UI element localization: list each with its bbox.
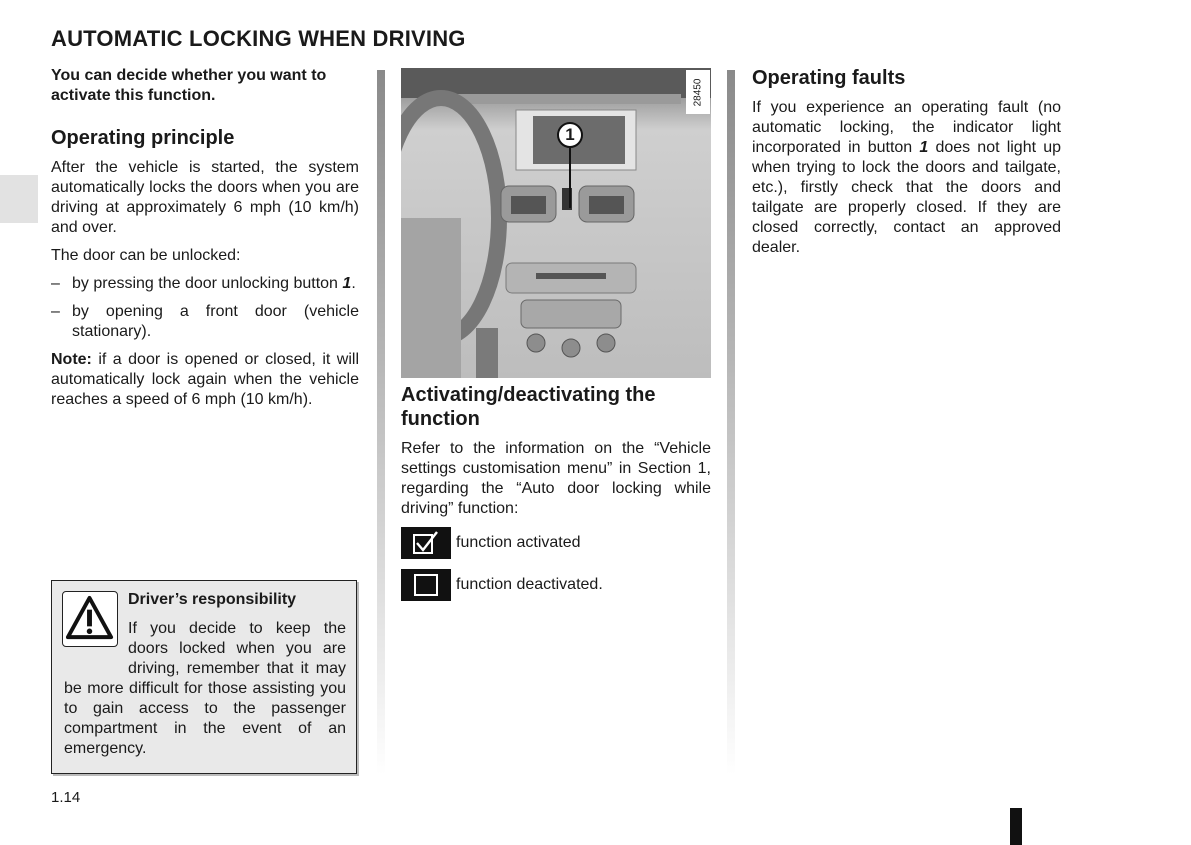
activating-paragraph: Refer to the information on the “Vehicle settings customisation menu” in Section 1, regarding the “Auto door locking while driving” function: — [401, 440, 711, 517]
section-tab — [0, 175, 38, 223]
activating-heading: Activating/deactivating the function — [401, 384, 656, 430]
callout-line — [569, 148, 571, 208]
operating-faults-heading: Operating faults — [752, 67, 906, 89]
note-paragraph: Note: if a door is opened or closed, it will automatically lock again when the vehicle reaches a speed of 6 mph (10 km/h). — [51, 351, 359, 408]
checkbox-checked-icon — [401, 527, 451, 559]
warning-text: If you decide to keep the doors locked when you are driving, remember that it may be more difficult for those assisting you to gain access to the passenger compartment in the event of an emergency. — [64, 620, 346, 757]
list-item: – by pressing the door unlocking button 1. — [51, 275, 356, 292]
drivers-responsibility-warning — [51, 580, 357, 774]
callout-1: 1 — [557, 122, 583, 148]
warning-heading: Driver’s responsibility — [128, 591, 297, 608]
intro-text: You can decide whether you want to activate this function. — [51, 67, 327, 104]
state-label: function activated — [456, 534, 581, 551]
principle-paragraph: After the vehicle is started, the system automatically locks the doors when you are driving at approximately 6 mph (10 km/h) and over. — [51, 159, 359, 236]
state-deactivated — [401, 569, 603, 601]
state-activated — [401, 527, 581, 559]
middle-column — [401, 383, 711, 527]
left-column — [51, 66, 359, 418]
column-divider-left — [377, 70, 385, 775]
checkbox-empty-icon — [401, 569, 451, 601]
right-column — [752, 66, 1061, 266]
photo-reference-number: 28450 — [686, 70, 710, 114]
page-edge-marker — [1010, 808, 1022, 845]
operating-principle-heading: Operating principle — [51, 127, 235, 149]
unlock-intro: The door can be unlocked: — [51, 247, 241, 264]
list-item: – by opening a front door (vehicle stationary). — [51, 303, 359, 340]
state-label: function deactivated. — [456, 576, 603, 593]
page-title: AUTOMATIC LOCKING WHEN DRIVING — [51, 26, 466, 51]
faults-paragraph: If you experience an operating fault (no automatic locking, the indicator light incorporated in button 1 does not light up when trying to lock the doors and tailgate, etc.), firstly check that the doors and tailgate are properly closed. If they are closed correctly, contact an approved dealer. — [752, 99, 1062, 256]
dashboard-photo — [401, 68, 711, 378]
page-number: 1.14 — [51, 789, 81, 806]
column-divider-right — [727, 70, 735, 775]
